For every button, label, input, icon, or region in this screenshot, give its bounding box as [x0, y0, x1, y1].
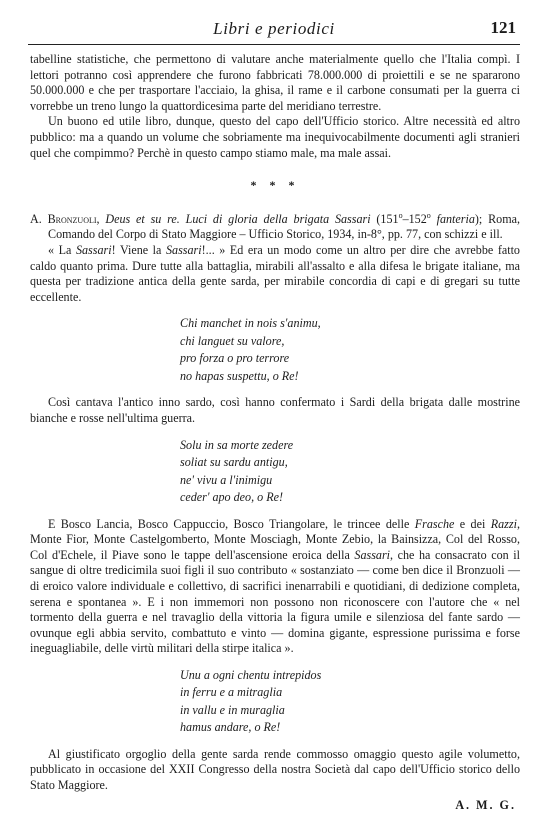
page-number: 121: [490, 18, 516, 37]
bibliographic-entry: A. Bronzuoli, Deus et su re. Luci di gloria della brigata Sassari (151$^o$–152$^o$ fanteria); Roma, Comando del Corpo di Stato Maggiore – Ufficio Storico, 1934, in-8°, pp. 77, con schizzi e ill.: [30, 210, 521, 242]
verse-line: soliat su sardu antigu,: [180, 455, 288, 470]
verse-line: Solu in sa morte zedere: [180, 437, 294, 452]
verse-2: [180, 437, 520, 507]
book-title: Deus et su re. Luci di gloria della brigata Sassari: [105, 211, 371, 226]
verse-line: in ferru e a mitraglia: [180, 685, 283, 700]
section-separator: * * *: [250, 178, 300, 193]
body-text: [30, 52, 520, 813]
paragraph-final: Al giustificato orgoglio della gente sarda rende commosso omaggio questo agile volumetto, pubblicato in occasione del XXII Congresso della nostra Società dal capo dell'Ufficio storico dello Stato Maggiore.: [30, 746, 520, 793]
paragraph-cosi: Così cantava l'antico inno sardo, così hanno confermato i Sardi della brigata dalle mostrine bianche e rosse nell'ultima guerra.: [30, 395, 520, 425]
author-initial: A.: [30, 211, 48, 226]
verse-line: chi languet su valore,: [180, 333, 285, 348]
paragraph-intro: tabelline statistiche, che permettono di valutare anche materialmente quello che l'Italia compì. I lettori potranno così apprendere che furono fabbricati 78.000.000 di proiettili e se ne spararono 50.000.000 e che per trasportare l'acciaio, la ghisa, il rame e il carbone consumati per la guerra ci vorrebbe un treno lungo la quattordicesima parte del meridiano terrestre.: [30, 52, 520, 113]
signature: A. M. G.: [455, 797, 516, 812]
paragraph-buono: Un buono ed utile libro, dunque, questo del capo dell'Ufficio storico. Altre necessità ed altro pubblico: ma a quando un volume che sobriamente ma inequivocabilmente documenti agli stranieri quel che compimmo? Perchè in questo campo stiamo male, ma male assai.: [30, 114, 520, 160]
author-surname: Bronzuoli: [47, 211, 97, 226]
page-header: [28, 14, 520, 45]
verse-line: pro forza o pro terrore: [180, 351, 290, 366]
verse-line: no hapas suspettu, o Re!: [180, 368, 299, 383]
paragraph-sassari: « La Sassari! Viene la Sassari!... » Ed era un modo come un altro per dire che avrebbe fatto caldo quanto prima. Dure tutte alla battaglia, mirabili all'assalto e alla difesa le brigate italiane, ma questa per tradizione antica della gente sarda, per mirabile concordia di capi e di gregari su tutte eccellente.: [30, 242, 520, 304]
verse-line: ceder' apo deo, o Re!: [180, 490, 283, 505]
verse-line: Unu a ogni chentu intrepidos: [180, 667, 322, 682]
running-title: Libri e periodici: [213, 19, 335, 38]
verse-3: [180, 667, 520, 737]
verse-line: ne' vivu a l'inimigu: [180, 472, 273, 487]
paragraph-bosco: E Bosco Lancia, Bosco Cappuccio, Bosco Triangolare, le trincee delle Frasche e dei Razzi, Monte Fior, Monte Castelgomberto, Monte Mosciagh, Monte Zebio, la Bainsizza, Col del Rosso, Col d'Echele, il Piave sono le tappe dell'ascensione eroica della Sassari, che ha consacrato con il sangue di oltre tredicimila suoi figli il suo contributo « sostanziato — come ben dice il Bronzuoli — di eroico valore individuale e collettivo, di sacrifici inenarrabili e quotidiani, di dedizione completa, serena e spontanea ». E i non immemori non possono non riconoscere con l'autore che « nel tormento della guerra e nel travaglio della vittoria la figura umile e silenziosa del fante sardo — ovunque egli abbia servito, combattuto e vinto — domina gigante, espressione purissima e forse ineguagliabile, delle virtù militari della stirpe italica ».: [30, 516, 520, 656]
verse-line: Chi manchet in nois s'animu,: [180, 316, 321, 331]
verse-1: [180, 315, 520, 385]
publication-details: ); Roma, Comando del Corpo di Stato Maggiore – Ufficio Storico, 1934, in-8°, pp. 77, con schizzi e ill.: [48, 211, 521, 242]
verse-line: in vallu e in muraglia: [180, 702, 285, 717]
verse-line: hamus andare, o Re!: [180, 720, 281, 735]
